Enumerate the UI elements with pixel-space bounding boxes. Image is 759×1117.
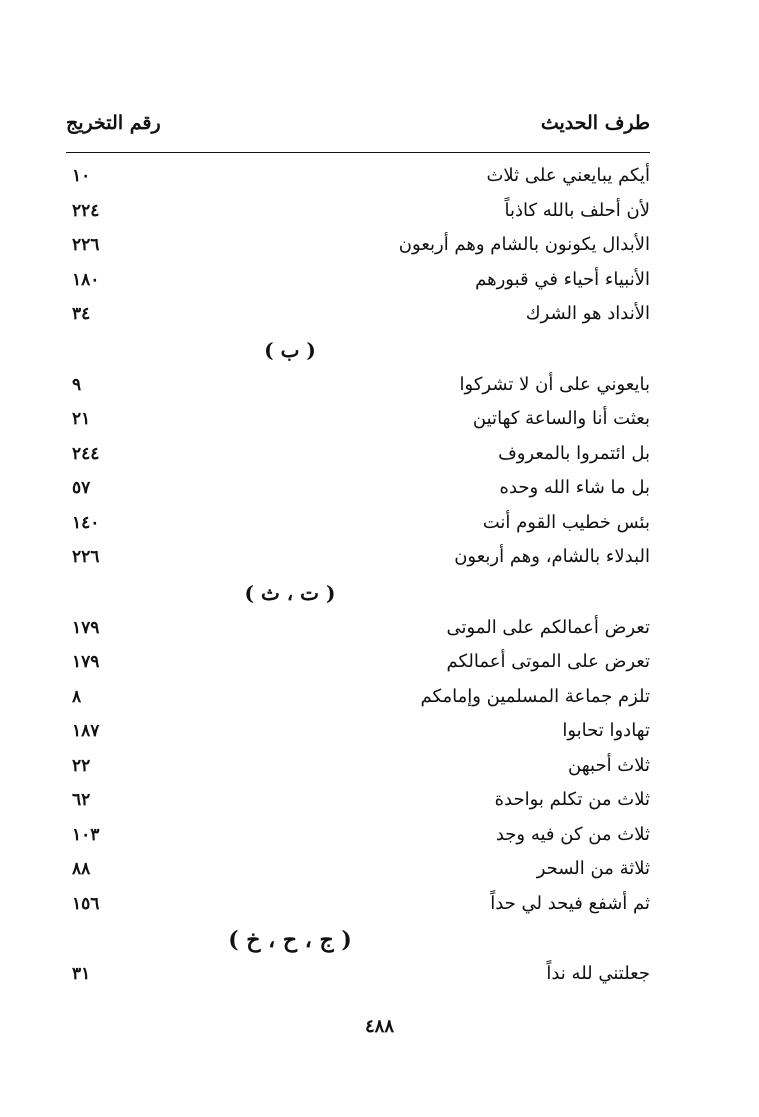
hadith-text: أيكم يبايعني على ثلاث bbox=[486, 165, 650, 186]
hadith-text: تهادوا تحابوا bbox=[562, 720, 650, 741]
hadith-text: تعرض أعمالكم على الموتى bbox=[446, 616, 650, 638]
index-row bbox=[66, 301, 650, 336]
hadith-text: بعثت أنا والساعة كهاتين bbox=[472, 408, 650, 429]
reference-number: ٩ bbox=[72, 374, 82, 395]
hadith-text: جعلتني لله نداً bbox=[546, 963, 650, 984]
hadith-text: بل ائتمروا بالمعروف bbox=[498, 442, 650, 464]
hadith-text: بل ما شاء الله وحده bbox=[499, 477, 650, 498]
index-row bbox=[66, 822, 650, 857]
hadith-text: ثم أشفع فيحد لي حداً bbox=[490, 892, 650, 914]
page-number: ٤٨٨ bbox=[364, 1016, 394, 1037]
index-row bbox=[66, 441, 650, 476]
reference-number: ٨٨ bbox=[72, 859, 91, 879]
reference-number: ٥٧ bbox=[72, 478, 91, 498]
index-row bbox=[66, 232, 650, 267]
hadith-text: تلزم جماعة المسلمين وإمامكم bbox=[420, 685, 650, 707]
hadith-text: الأنداد هو الشرك bbox=[525, 303, 650, 324]
reference-number: ١٨٧ bbox=[72, 721, 100, 741]
index-row bbox=[66, 961, 650, 996]
reference-number: ١٠ bbox=[72, 166, 91, 186]
section-heading-ta-tha bbox=[66, 579, 650, 615]
index-row bbox=[66, 475, 650, 510]
index-row bbox=[66, 163, 650, 198]
column-header bbox=[66, 112, 650, 144]
index-row bbox=[66, 406, 650, 441]
hadith-text: ثلاث من كن فيه وجد bbox=[495, 823, 650, 845]
index-row bbox=[66, 718, 650, 753]
reference-column-title: رقم التخريج bbox=[66, 112, 161, 134]
reference-number: ١٨٠ bbox=[72, 269, 100, 290]
index-row bbox=[66, 544, 650, 579]
section-letter: ( ت ، ث ) bbox=[244, 580, 336, 605]
index-list bbox=[66, 163, 650, 996]
hadith-text: بايعوني على أن لا تشركوا bbox=[459, 373, 650, 395]
reference-number: ٢٢٦ bbox=[72, 547, 100, 567]
reference-number: ٣١ bbox=[72, 964, 91, 984]
index-row bbox=[66, 267, 650, 302]
reference-number: ١٤٠ bbox=[72, 512, 100, 533]
index-row bbox=[66, 372, 650, 407]
reference-number: ٢٢٦ bbox=[72, 235, 100, 255]
hadith-text: ثلاثة من السحر bbox=[536, 858, 650, 879]
index-row bbox=[66, 649, 650, 684]
reference-number: ٨ bbox=[72, 686, 82, 707]
reference-number: ١٧٩ bbox=[72, 617, 100, 638]
header-divider bbox=[66, 152, 650, 153]
index-row bbox=[66, 198, 650, 233]
reference-number: ١٠٣ bbox=[72, 824, 100, 845]
index-row bbox=[66, 684, 650, 719]
reference-number: ١٥٦ bbox=[72, 893, 100, 914]
reference-number: ١٧٩ bbox=[72, 652, 100, 672]
index-row bbox=[66, 510, 650, 545]
section-letter: ( ج ، ح ، خ ) bbox=[228, 927, 352, 953]
hadith-text: لأن أحلف بالله كاذباً bbox=[504, 199, 650, 221]
hadith-column-title: طرف الحديث bbox=[540, 112, 650, 134]
reference-number: ٢١ bbox=[72, 409, 91, 429]
hadith-text: الأبدال يكونون بالشام وهم أربعون bbox=[398, 234, 650, 255]
index-row bbox=[66, 891, 650, 926]
hadith-text: تعرض على الموتى أعمالكم bbox=[446, 651, 650, 672]
section-heading-ba bbox=[66, 336, 650, 372]
hadith-text: ثلاث من تكلم بواحدة bbox=[494, 789, 650, 810]
index-row bbox=[66, 787, 650, 822]
index-row bbox=[66, 615, 650, 650]
hadith-text: ثلاث أحبهن bbox=[568, 754, 650, 776]
section-heading-jim-ha-kha bbox=[66, 925, 650, 961]
section-letter: ( ب ) bbox=[264, 337, 316, 362]
index-row bbox=[66, 856, 650, 891]
hadith-text: البدلاء بالشام، وهم أربعون bbox=[454, 546, 650, 567]
reference-number: ٦٢ bbox=[72, 790, 91, 810]
reference-number: ٢٢ bbox=[72, 755, 91, 776]
reference-number: ٢٢٤ bbox=[72, 200, 100, 221]
reference-number: ٣٤ bbox=[72, 304, 91, 324]
hadith-text: الأنبياء أحياء في قبورهم bbox=[475, 268, 650, 290]
index-row bbox=[66, 753, 650, 788]
hadith-text: بئس خطيب القوم أنت bbox=[482, 511, 650, 533]
reference-number: ٢٤٤ bbox=[72, 443, 100, 464]
